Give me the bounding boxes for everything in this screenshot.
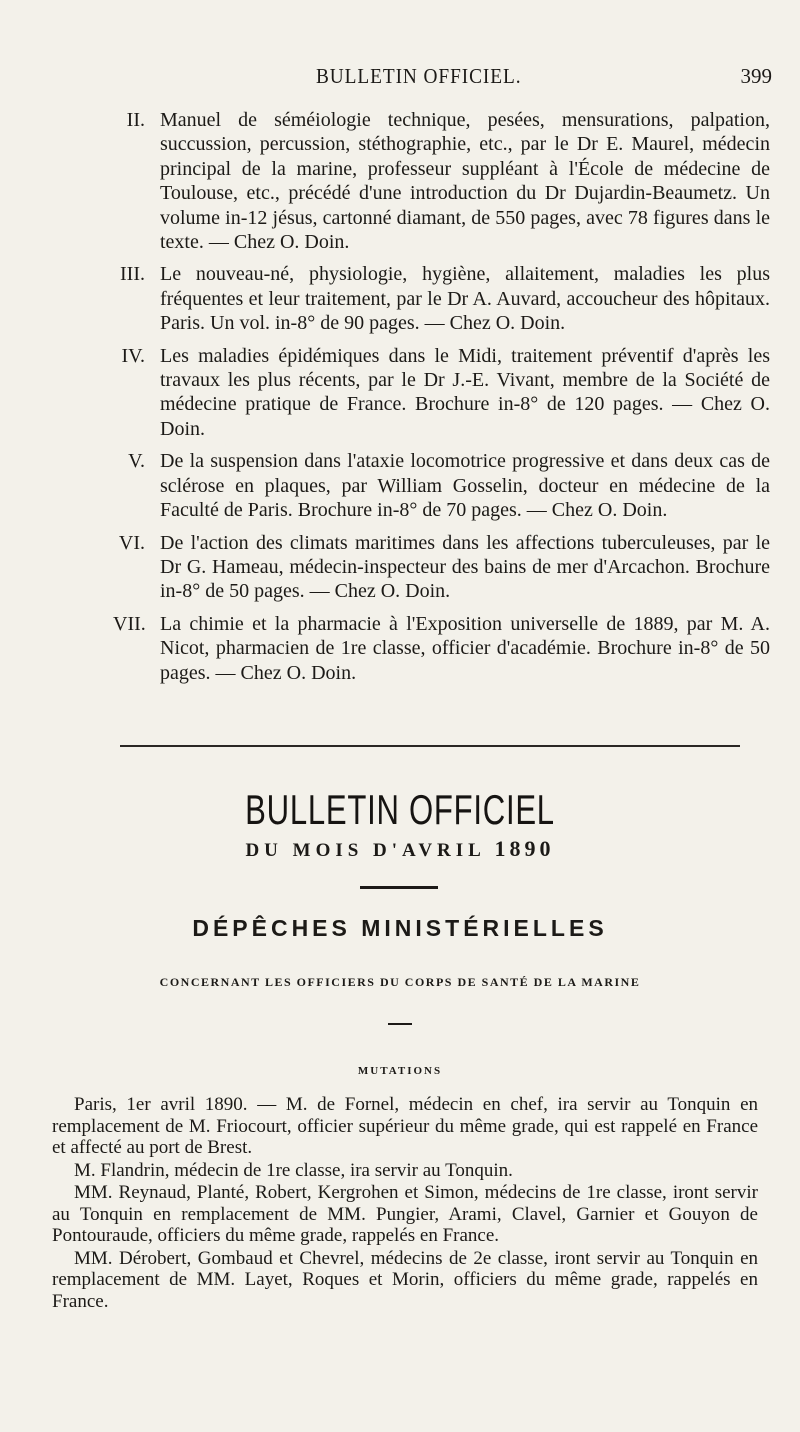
small-divider <box>388 1023 412 1025</box>
paragraph: Paris, 1er avril 1890. — M. de Fornel, médecin en chef, ira servir au Tonquin en remplacement de M. Friocourt, officier supérieur du même grade, qui est rappelé en France et affecté au port de Brest. <box>52 1094 758 1158</box>
section-divider <box>120 745 740 747</box>
list-item-text: De l'action des climats maritimes dans les affections tuberculeuses, par le Dr G. Hameau, médecin-inspecteur des bains de mer d'Arcachon. Brochure in-8° de 50 pages. — Chez O. Doin. <box>160 531 770 603</box>
running-head-title: BULLETIN OFFICIEL. <box>316 64 522 88</box>
list-item-text: La chimie et la pharmacie à l'Exposition universelle de 1889, par M. A. Nicot, pharmacien de 1re classe, officier d'académie. Brochure in-8° de 50 pages. — Chez O. Doin. <box>160 612 770 684</box>
list-item <box>0 612 800 685</box>
list-item-number: III. <box>120 263 145 286</box>
body-text <box>52 1094 758 1313</box>
publication-list <box>0 108 800 693</box>
heading-divider <box>360 886 438 889</box>
section-subtitle-year: 1890 <box>494 836 555 861</box>
dispatches-subheading: CONCERNANT LES OFFICIERS DU CORPS DE SANTÉ DE LA MARINE <box>159 975 641 989</box>
list-item <box>0 108 800 254</box>
page-number: 399 <box>740 64 772 88</box>
dispatches-heading: DÉPÊCHES MINISTÉRIELLES <box>192 915 608 941</box>
section-title: BULLETIN OFFICIEL <box>245 786 555 833</box>
list-item-number: VII. <box>113 612 146 635</box>
list-item-text: Manuel de séméiologie technique, pesées, mensurations, palpation, succussion, percussion, stéthographie, etc., par le Dr E. Maurel, médecin principal de la marine, professeur suppléant à l'École de médecine de Toulouse, etc., précédé d'une introduction du Dr Dujardin-Beaumetz. Un volume in-12 jésus, cartonné diamant, de 550 pages, avec 78 figures dans le texte. — Chez O. Doin. <box>160 109 770 254</box>
running-head <box>0 64 800 94</box>
list-item <box>0 344 800 442</box>
list-item-number: II. <box>126 109 145 131</box>
paragraph: M. Flandrin, médecin de 1re classe, ira servir au Tonquin. <box>74 1159 513 1181</box>
list-item-text: De la suspension dans l'ataxie locomotrice progressive et dans deux cas de sclérose en plaques, par William Gosselin, docteur en médecine de la Faculté de Paris. Brochure in-8° de 70 pages. — Chez O. Doin. <box>160 450 770 522</box>
list-item-number: V. <box>128 450 145 473</box>
list-item <box>0 449 800 522</box>
list-item <box>0 262 800 335</box>
mutations-heading: MUTATIONS <box>357 1065 443 1077</box>
list-item-number: IV. <box>121 344 145 367</box>
list-item-text: Les maladies épidémiques dans le Midi, traitement préventif d'après les travaux les plus récents, par le Dr J.-E. Vivant, membre de la Société de médecine pratique de France. Brochure in-8° de 120 pages. — Chez O. Doin. <box>160 344 770 440</box>
paragraph: MM. Reynaud, Planté, Robert, Kergrohen et Simon, médecins de 1re classe, iront servir au Tonquin en remplacement de MM. Pungier, Arami, Clavel, Garnier et Gouyon de Pontouraude, officiers du même grade, rappelés en France. <box>52 1182 758 1246</box>
section-subtitle-month: DU MOIS D'AVRIL <box>245 840 485 861</box>
list-item-text: Le nouveau-né, physiologie, hygiène, allaitement, maladies les plus fréquentes et leur traitement, par le Dr A. Auvard, accoucheur des hôpitaux. Paris. Un vol. in-8° de 90 pages. — Chez O. Doin. <box>160 263 770 335</box>
section-subtitle <box>0 836 800 862</box>
list-item-number: VI. <box>118 531 145 554</box>
paragraph: MM. Dérobert, Gombaud et Chevrel, médecins de 2e classe, iront servir au Tonquin en remplacement de MM. Layet, Roques et Morin, officiers du même grade, rappelés en France. <box>52 1247 758 1312</box>
list-item <box>0 531 800 604</box>
